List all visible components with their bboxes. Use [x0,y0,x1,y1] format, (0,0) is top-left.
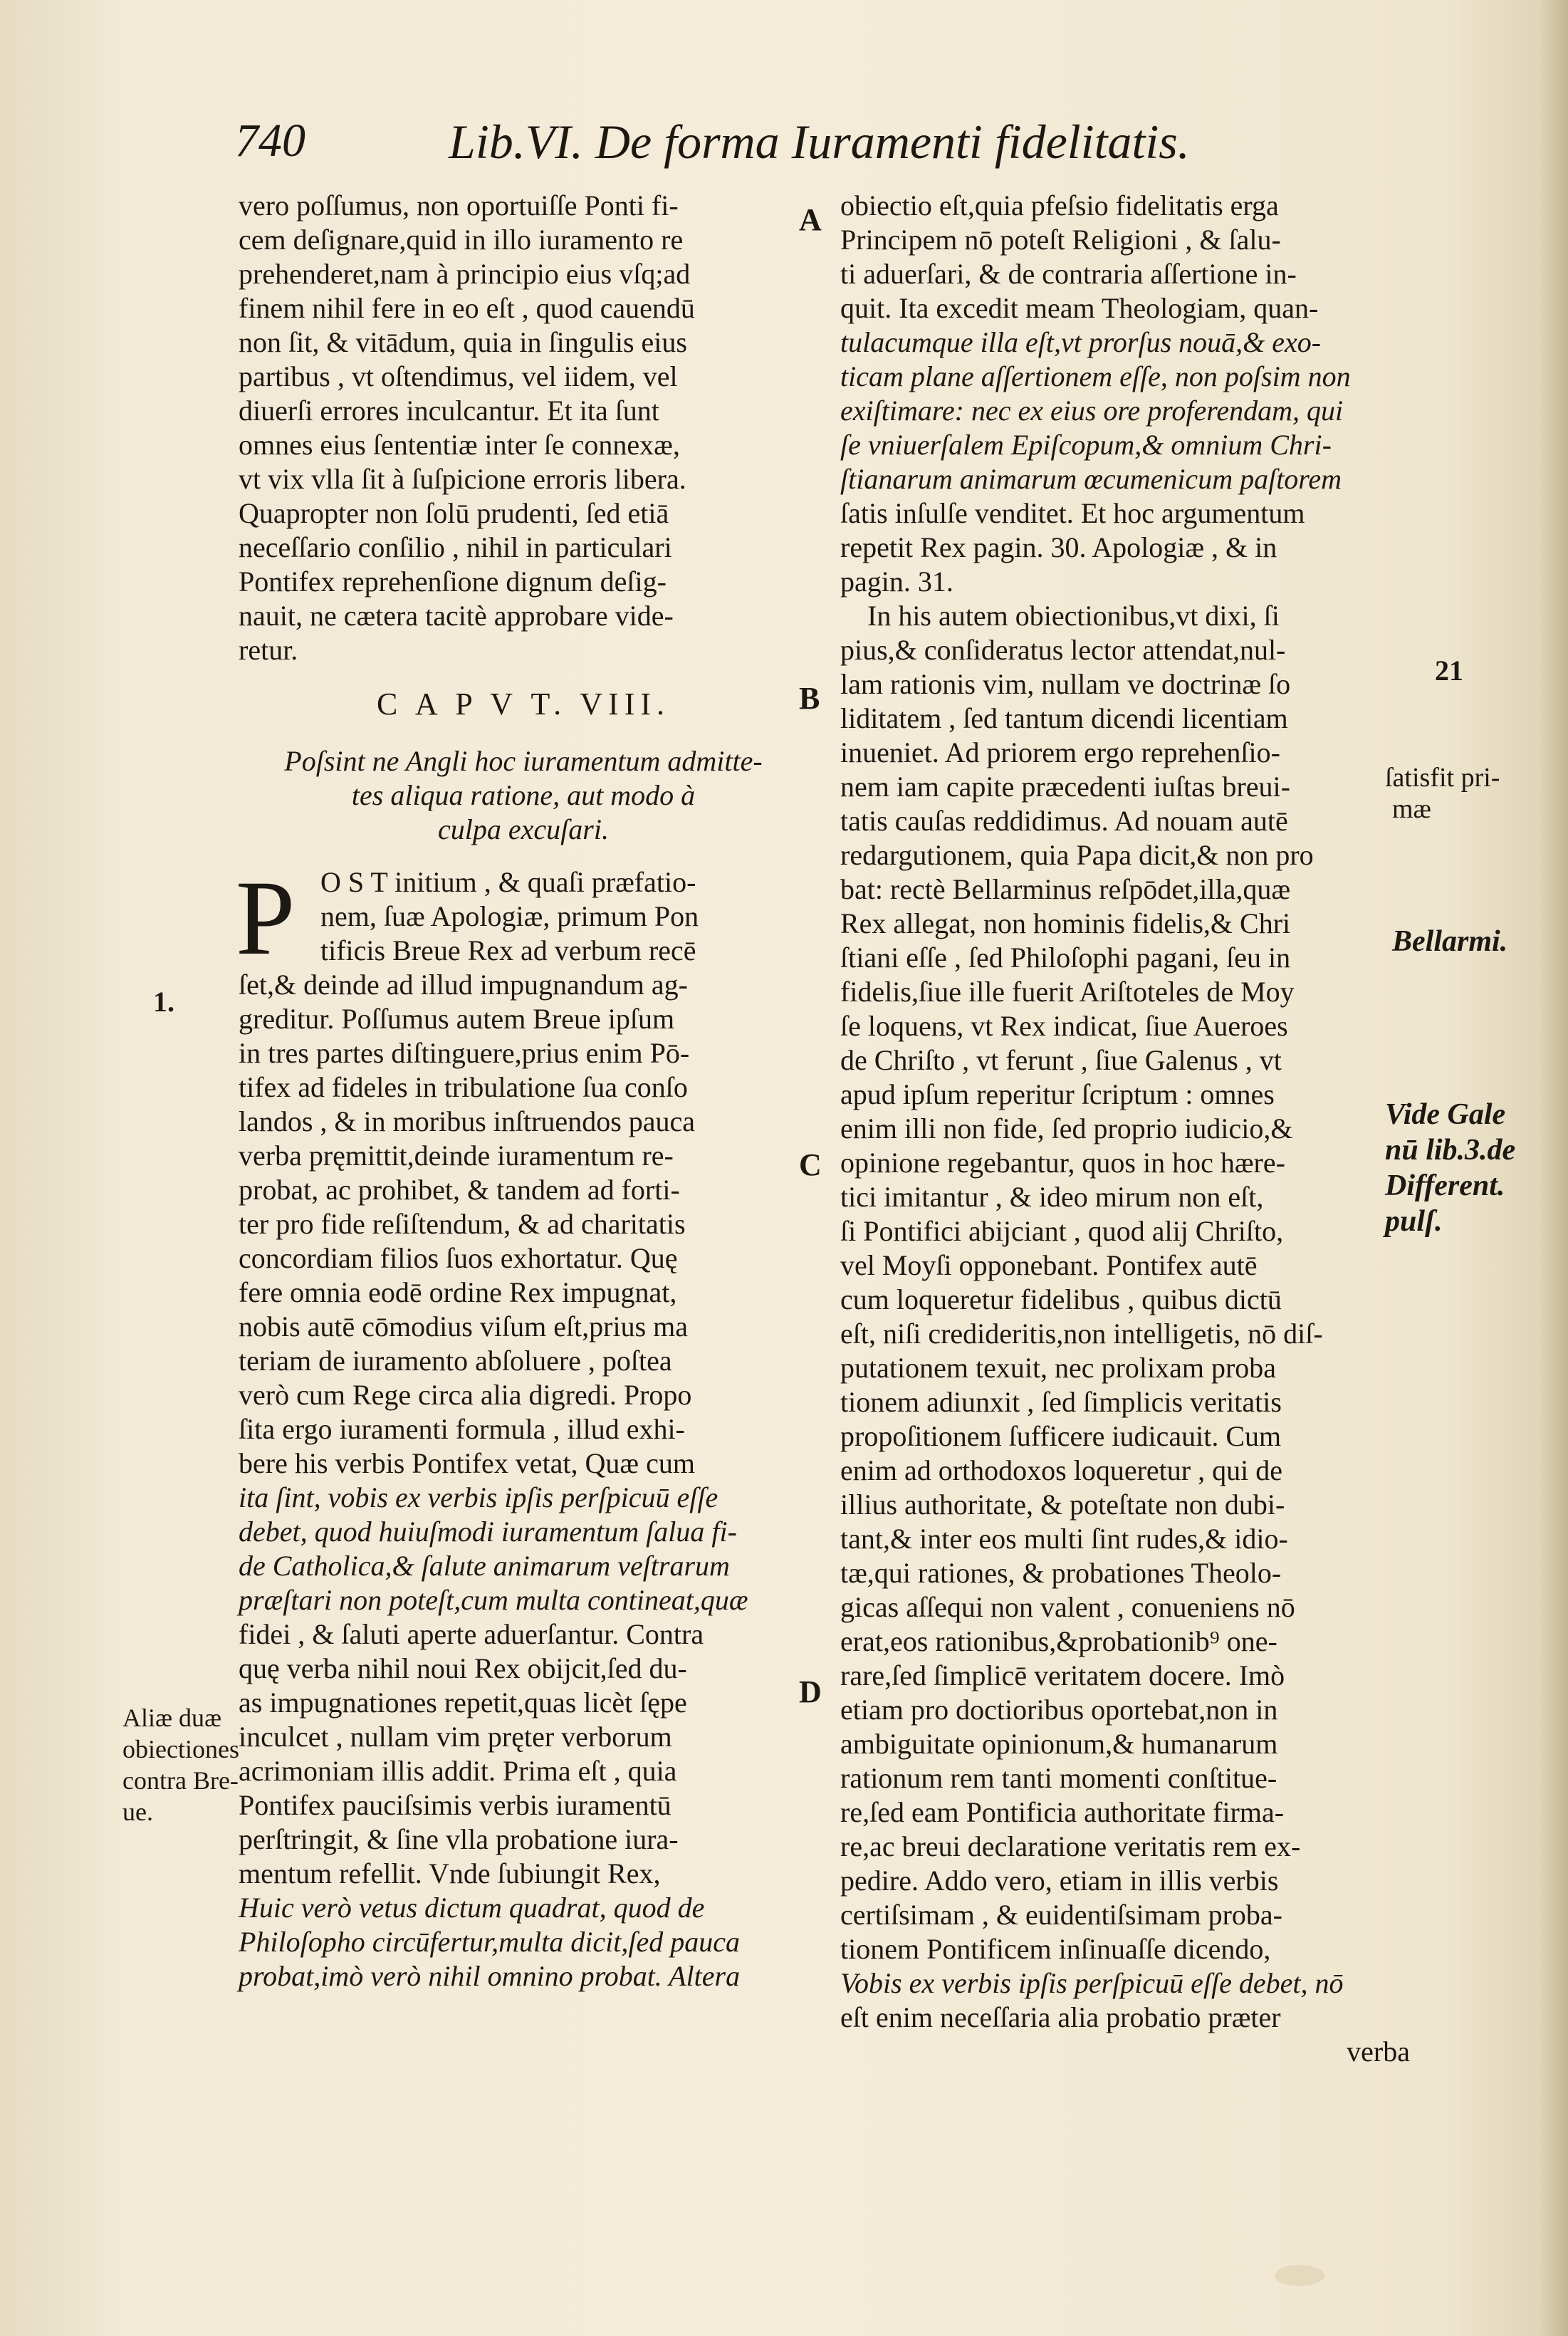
text-line: lam rationis vim, nullam ve doctrinæ ſo [840,668,1291,700]
text-line: partibus , vt oſtendimus, vel iidem, vel [239,360,678,392]
text-line: tionem Pontificem inſinuaſſe dicendo, [840,1933,1271,1965]
text-line: repetit Rex pagin. 30. Apologiæ , & in [840,531,1277,563]
text-line: tici imitantur , & ideo mirum non eſt, [840,1181,1264,1213]
text-line: ſita ergo iuramenti formula , illud exhi- [239,1413,685,1445]
margin-note-line: Aliæ duæ [122,1704,222,1732]
text-line: non ſit, & vitādum, quia in ſingulis eius [239,326,687,358]
text-line: verò cum Rege circa alia digredi. Propo [239,1379,692,1411]
text-line: etiam pro doctioribus oportebat,non in [840,1694,1278,1726]
section-mark-c: C [799,1147,822,1182]
text-line: O S T initium , & quaſi præfatio- [320,866,696,898]
text-line: enim ad orthodoxos loqueretur , qui de [840,1454,1282,1486]
text-line: ſe loquens, vt Rex indicat, ſiue Aueroes [840,1010,1288,1042]
text-line: perſtringit, & ſine vlla probatione iura- [239,1823,679,1855]
margin-note-line: Different. [1385,1169,1505,1202]
text-line: eſt, niſi credideritis,non intelligetis, nō diſ- [840,1318,1323,1350]
text-line: putationem texuit, nec prolixam proba [840,1352,1277,1384]
text-line: concordiam filios ſuos exhortatur. Quę [239,1242,678,1274]
text-line: tulacumque illa eſt,vt prorſus nouā,& exo- [840,326,1322,358]
chapter-subtitle-line: tes aliqua ratione, aut modo à [351,779,696,811]
text-line: tatis cauſas reddidimus. Ad nouam autē [840,805,1288,837]
chapter-subtitle-line: culpa excuſari. [438,813,609,845]
margin-note-line: contra Bre- [122,1766,239,1795]
text-line: ſi Pontifici abijciant , quod alij Chriſto, [840,1215,1284,1247]
text-line: apud ipſum reperitur ſcriptum : omnes [840,1078,1275,1110]
text-line: tant,& inter eos multi ſint rudes,& idio- [840,1523,1288,1555]
text-line: inueniet. Ad priorem ergo reprehenſio- [840,736,1280,768]
text-line: cem deſignare,quid in illo iuramento re [239,224,684,256]
margin-number-right: 21 [1435,655,1463,687]
text-line: ter pro fide reſiſtendum, & ad charitatis [239,1208,686,1240]
left-column [236,189,808,1993]
text-line: verba pręmittit,deinde iuramentum re- [239,1140,674,1172]
text-line: Huic verò vetus dictum quadrat, quod de [239,1892,705,1924]
text-line: obiectio eſt,quia pfeſsio fidelitatis erga [840,189,1279,221]
text-line: In his autem obiectionibus,vt dixi, ſi [867,600,1280,632]
text-line: pagin. 31. [840,565,953,598]
text-line: nem iam capite præcedenti iuſtas breui- [840,771,1290,803]
text-line: tæ,qui rationes, & probationes Theolo- [840,1557,1282,1589]
section-mark-d: D [799,1674,822,1709]
text-line: acrimoniam illis addit. Prima eſt , quia [239,1755,677,1787]
text-line: præſtari non poteſt,cum multa contineat,quæ [239,1584,748,1616]
text-line: exiſtimare: nec ex eius ore proferendam, qui [840,395,1344,427]
margin-note-line: ue. [122,1798,153,1826]
text-line: certiſsimam , & euidentiſsimam proba- [840,1899,1282,1931]
running-head: Lib.VI. De forma Iuramenti fidelitatis. [449,115,1190,169]
text-line: landos , & in moribus inſtruendos pauca [239,1105,696,1137]
text-line: Quapropter non ſolū prudenti, ſed etiā [239,497,669,529]
text-line: erat,eos rationibus,&probationib⁹ one- [840,1625,1277,1657]
text-line: probat,imò verò nihil omnino probat. Altera [239,1960,741,1992]
text-line: fere omnia eodē ordine Rex impugnat, [239,1276,677,1308]
text-line: fidelis,ſiue ille fuerit Ariſtoteles de Moy [840,976,1295,1008]
text-line: as impugnationes repetit,quas licèt ſępe [239,1686,687,1719]
text-line: Vobis ex verbis ipſis perſpicuū eſſe debet, nō [840,1967,1344,1999]
page-header [235,114,1268,171]
chapter-subtitle-line: Poſsint ne Angli hoc iuramentum admitte- [284,745,763,777]
text-line: opinione regebantur, quos in hoc hære- [840,1147,1285,1179]
text-line: ambiguitate opinionum,& humanarum [840,1728,1278,1760]
margin-note-line: Vide Gale [1385,1098,1506,1131]
text-line: rare,ſed ſimplicē veritatem docere. Imò [840,1659,1285,1691]
text-line: vero poſſumus, non oportuiſſe Ponti fi- [239,189,679,221]
text-line: illius authoritate, & poteſtate non dubi- [840,1488,1285,1521]
chapter-title: C A P V T. VIII. [376,687,671,721]
text-line: tificis Breue Rex ad verbum recē [320,934,696,966]
text-line: cum loqueretur fidelibus , quibus dictū [840,1283,1282,1315]
text-line: neceſſario conſilio , nihil in particulari [239,531,672,563]
text-line: tionem adiunxit , ſed ſimplicis veritatis [840,1386,1282,1418]
margin-note-line: obiectiones [122,1735,239,1763]
text-line: ita ſint, vobis ex verbis ipſis perſpicuū eſſe [239,1481,718,1513]
text-line: mentum refellit. Vnde ſubiungit Rex, [239,1857,661,1889]
text-line: bere his verbis Pontifex vetat, Quæ cum [239,1447,695,1479]
margin-note-satisfit [1385,762,1500,825]
drop-cap-block [236,859,808,977]
text-line: quę verba nihil noui Rex obijcit,ſed du- [239,1652,687,1684]
text-line: re,ac breui declaratione veritatis rem ex- [840,1830,1301,1862]
text-line: enim illi non fide, ſed proprio iudicio,& [840,1112,1293,1144]
text-line: pius,& conſideratus lector attendat,nul- [840,634,1286,666]
text-line: ſtianarum animarum œcumenicum paſtorem [840,463,1342,495]
text-line: liditatem , ſed tantum dicendi licentiam [840,702,1288,734]
text-line: ſe vniuerſalem Epiſcopum,& omnium Chri- [840,429,1332,461]
text-line: pedire. Addo vero, etiam in illis verbis [840,1865,1279,1897]
text-line: greditur. Poſſumus autem Breue ipſum [239,1003,675,1035]
text-line: nobis autē cōmodius viſum eſt,prius ma [239,1310,689,1342]
text-line: re,ſed eam Pontificia authoritate firma- [840,1796,1285,1828]
text-line: retur. [239,634,298,666]
text-line: Pontifex pauciſsimis verbis iuramentū [239,1789,671,1821]
text-line: ſet,& deinde ad illud impugnandum ag- [239,969,688,1001]
section-mark-a: A [799,202,822,237]
text-line: bat: rectè Bellarminus reſpōdet,illa,quæ [840,873,1291,905]
margin-note-galen [1385,1097,1515,1239]
text-line: rationum rem tanti momenti conſtitue- [840,1762,1277,1794]
text-line: Rex allegat, non hominis fidelis,& Chri [840,907,1291,939]
right-column [840,189,1431,2069]
paper-stain [1275,2265,1324,2286]
text-line: gicas aſſequi non valent , conueniens nō [840,1591,1295,1623]
section-mark-b: B [799,681,820,716]
text-line: fidei , & ſaluti aperte aduerſantur. Contra [239,1618,704,1650]
margin-note-bellarmi: Bellarmi. [1392,925,1508,958]
text-line: de Chriſto , vt ferunt , ſiue Galenus , vt [840,1044,1282,1076]
text-line: nem, ſuæ Apologiæ, primum Pon [320,900,699,932]
text-line: inculcet , nullam vim pręter verborum [239,1721,672,1753]
drop-cap: P [236,859,296,977]
text-line: quit. Ita excedit meam Theologiam, quan- [840,292,1319,324]
text-line: ti aduerſari, & de contraria aſſertione in- [840,258,1297,290]
text-line: teriam de iuramento abſoluere , poſtea [239,1345,672,1377]
text-line: omnes eius ſententiæ inter ſe connexæ, [239,429,680,461]
text-line: in tres partes diſtinguere,prius enim Pō- [239,1037,690,1069]
text-line: tifex ad fideles in tribulatione ſua conſo [239,1071,688,1103]
text-line: Pontifex reprehenſione dignum deſig- [239,565,667,598]
text-line: eſt enim neceſſaria alia probatio præter [840,2001,1281,2033]
margin-number-left: 1. [153,986,174,1018]
text-line: vel Moyſi opponebant. Pontifex autē [840,1249,1258,1281]
text-line: debet, quod huiuſmodi iuramentum ſalua fi- [239,1516,737,1548]
text-line: Principem nō poteſt Religioni , & ſalu- [840,224,1281,256]
margin-note-line: ſatisfit pri- [1385,763,1500,793]
catchword: verba [1347,2035,1410,2068]
text-line: Philoſopho circūfertur,multa dicit,ſed pauca [239,1926,740,1958]
margin-note-line: nū lib.3.de [1385,1134,1516,1167]
text-line: ticam plane aſſertionem eſſe, non poſsim non [840,360,1351,392]
text-line: propoſitionem ſufficere iudicauit. Cum [840,1420,1282,1452]
text-line: probat, ac prohibet, & tandem ad forti- [239,1174,680,1206]
margin-note-left [122,1702,239,1827]
text-line: ſatis inſulſe venditet. Et hoc argumentum [840,497,1305,529]
text-line: finem nihil fere in eo eſt , quod cauendū [239,292,695,324]
margin-note-line: mæ [1392,794,1431,824]
page-edge-shadow [1540,0,1568,2336]
margin-note-line: pulſ. [1385,1205,1443,1238]
text-line: nauit, ne cætera tacitè approbare vide- [239,600,674,632]
text-line: redargutionem, quia Papa dicit,& non pro [840,839,1314,871]
page-number: 740 [235,115,305,167]
text-line: de Catholica,& ſalute animarum veſtrarum [239,1550,730,1582]
text-line: diuerſi errores inculcantur. Et ita ſunt [239,395,659,427]
text-line: prehenderet,nam à principio eius vſq;ad [239,258,691,290]
text-line: ſtiani eſſe , ſed Philoſophi pagani, ſeu in [840,942,1291,974]
text-line: vt vix vlla ſit à ſuſpicione erroris libera. [239,463,686,495]
